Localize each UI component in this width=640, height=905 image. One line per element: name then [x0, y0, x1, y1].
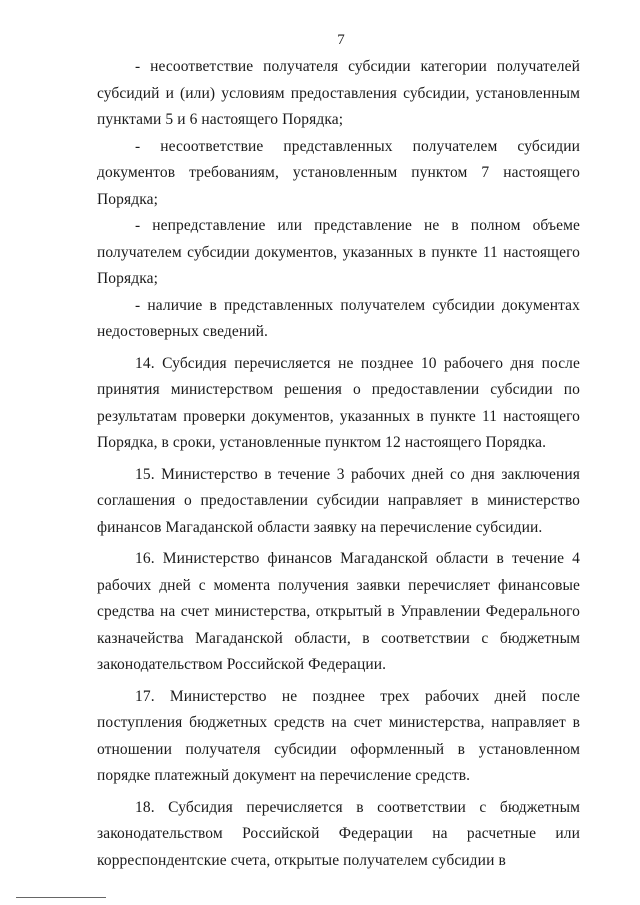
paragraph-item-16: 16. Министерство финансов Магаданской области в течение 4 рабочих дней с момента получения заявки перечисляет финансовые средства на счет министерства, открытый в Управлении Федерального казначейства Магаданской области, в соответствии с бюджетным законодательством Российской Федерации.	[97, 550, 580, 673]
paragraph-item-14: 14. Субсидия перечисляется не позднее 10 рабочего дня после принятия министерством решения о предоставлении субсидии по результатам проверки документов, указанных в пункте 11 настоящего Порядка, в сроки, установленные пунктом 12 настоящего Порядка.	[97, 354, 580, 451]
paragraph-item: - несоответствие представленных получателем субсидии документов требованиям, установленным пунктом 7 настоящего Порядка;	[97, 137, 580, 208]
paragraph-item-15: 15. Министерство в течение 3 рабочих дней со дня заключения соглашения о предоставлении субсидии направляет в министерство финансов Магаданской области заявку на перечисление субсидии.	[97, 465, 580, 536]
paragraph-item-18: 18. Субсидия перечисляется в соответствии с бюджетным законодательством Российской Федерации на расчетные или корреспондентские счета, открытые получателем субсидии в	[97, 798, 580, 869]
paragraph-item: - наличие в представленных получателем субсидии документах недостоверных сведений.	[97, 296, 580, 340]
paragraph-item-17: 17. Министерство не позднее трех рабочих дней после поступления бюджетных средств на счет министерства, направляет в отношении получателя субсидии оформленный в установленном порядке платежный документ на перечисление средств.	[97, 687, 580, 784]
paragraph-item: - непредставление или представление не в полном объеме получателем субсидии документов, указанных в пункте 11 настоящего Порядка;	[97, 217, 580, 287]
document-body	[97, 54, 580, 874]
paragraph-item: - несоответствие получателя субсидии категории получателей субсидий и (или) условиям предоставления субсидии, установленным пунктами 5 и 6 настоящего Порядка;	[97, 58, 580, 128]
page-number: 7	[337, 32, 345, 48]
footer-divider	[16, 897, 106, 898]
